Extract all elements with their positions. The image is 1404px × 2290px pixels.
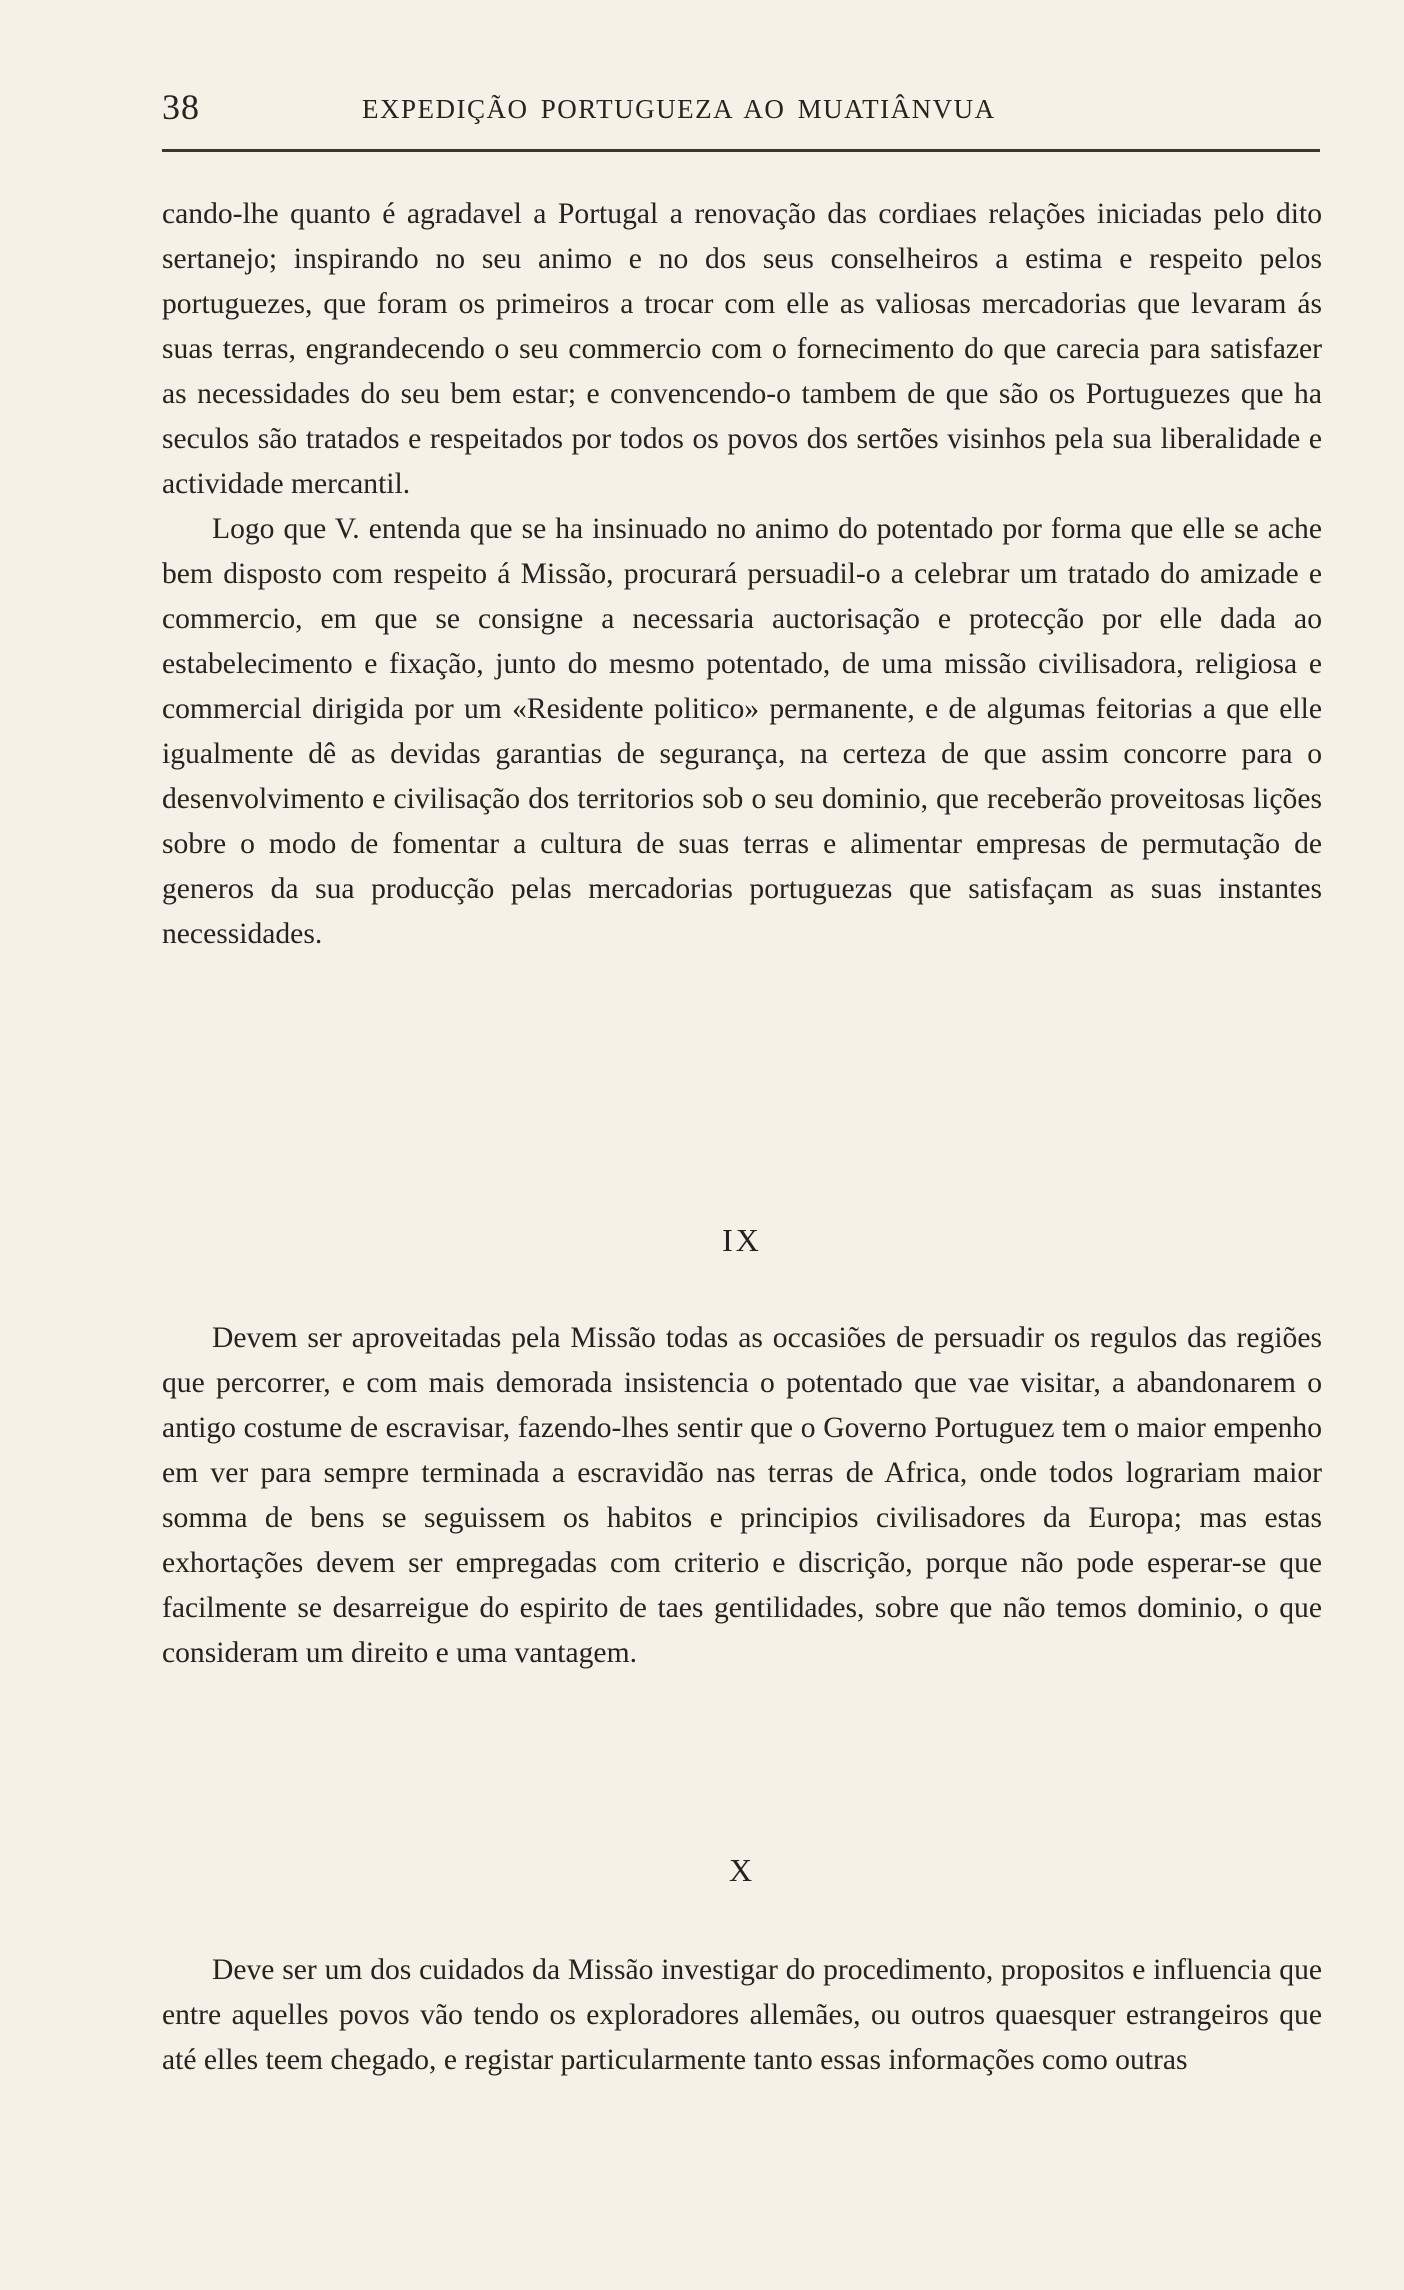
section-heading-x: X bbox=[728, 1852, 756, 1888]
header-rule bbox=[162, 149, 1320, 152]
intro-paragraph-2: Logo que V. entenda que se ha insinuado no animo do potentado por forma que elle se ache bem disposto com respeito á Missão, procurará persuadil-o a celebrar um tratado do amizade e commercio, em que se consigne a necessaria auctorisação e protecção por elle dada ao estabelecimento e fixação, junto do mesmo potentado, de uma missão civilisadora, religiosa e commercial dirigida por um «Residente politico» permanente, e de algumas feitorias a que elle igualmente dê as devidas garantias de segurança, na certeza de que assim concorre para o desenvolvimento e civilisação dos territorios sob o seu dominio, que receberão proveitosas lições sobre o modo de fomentar a cultura de suas terras e alimentar empresas de permutação de generos da sua producção pelas mercadorias portuguezas que satisfaçam as suas instantes necessidades. bbox=[162, 513, 1322, 950]
section-heading-ix: IX bbox=[722, 1222, 762, 1258]
running-title: EXPEDIÇÃO PORTUGUEZA AO MUATIÂNVUA bbox=[362, 94, 996, 124]
page-header bbox=[162, 86, 1322, 136]
section-x-text bbox=[162, 1948, 1322, 2083]
page-number: 38 bbox=[162, 87, 200, 127]
section-ix-paragraph: Devem ser aproveitadas pela Missão todas as occasiões de persuadir os regulos das regiões que percorrer, e com mais demorada insistencia o potentado que vae visitar, a abandonarem o antigo costume de escravisar, fazendo-lhes sentir que o Governo Portuguez tem o maior empenho em ver para sempre terminada a escravidão nas terras de Africa, onde todos lograriam maior somma de bens se seguissem os habitos e principios civilisadores da Europa; mas estas exhortações devem ser empregadas com criterio e discrição, porque não pode esperar-se que facilmente se desarreigue do espirito de taes gentilidades, sobre que não temos dominio, o que consideram um direito e uma vantagem. bbox=[162, 1322, 1322, 1669]
section-x-paragraph: Deve ser um dos cuidados da Missão investigar do procedimento, propositos e influencia que entre aquelles povos vão tendo os exploradores allemães, ou outros quaesquer estrangeiros que até elles teem chegado, e registar particularmente tanto essas informações como outras bbox=[162, 1954, 1322, 2076]
section-ix-text bbox=[162, 1316, 1322, 1676]
intro-paragraph-1: cando-lhe quanto é agradavel a Portugal a renovação das cordiaes relações iniciadas pelo dito sertanejo; inspirando no seu animo e no dos seus conselheiros a estima e respeito pelos portuguezes, que foram os primeiros a trocar com elle as valiosas mercadorias que levaram ás suas terras, engrandecendo o seu commercio com o fornecimento do que carecia para satisfazer as necessidades do seu bem estar; e convencendo-o tambem de que são os Portuguezes que ha seculos são tratados e respeitados por todos os povos dos sertões visinhos pela sua liberalidade e actividade mercantil. bbox=[162, 198, 1322, 500]
intro-text bbox=[162, 192, 1322, 957]
